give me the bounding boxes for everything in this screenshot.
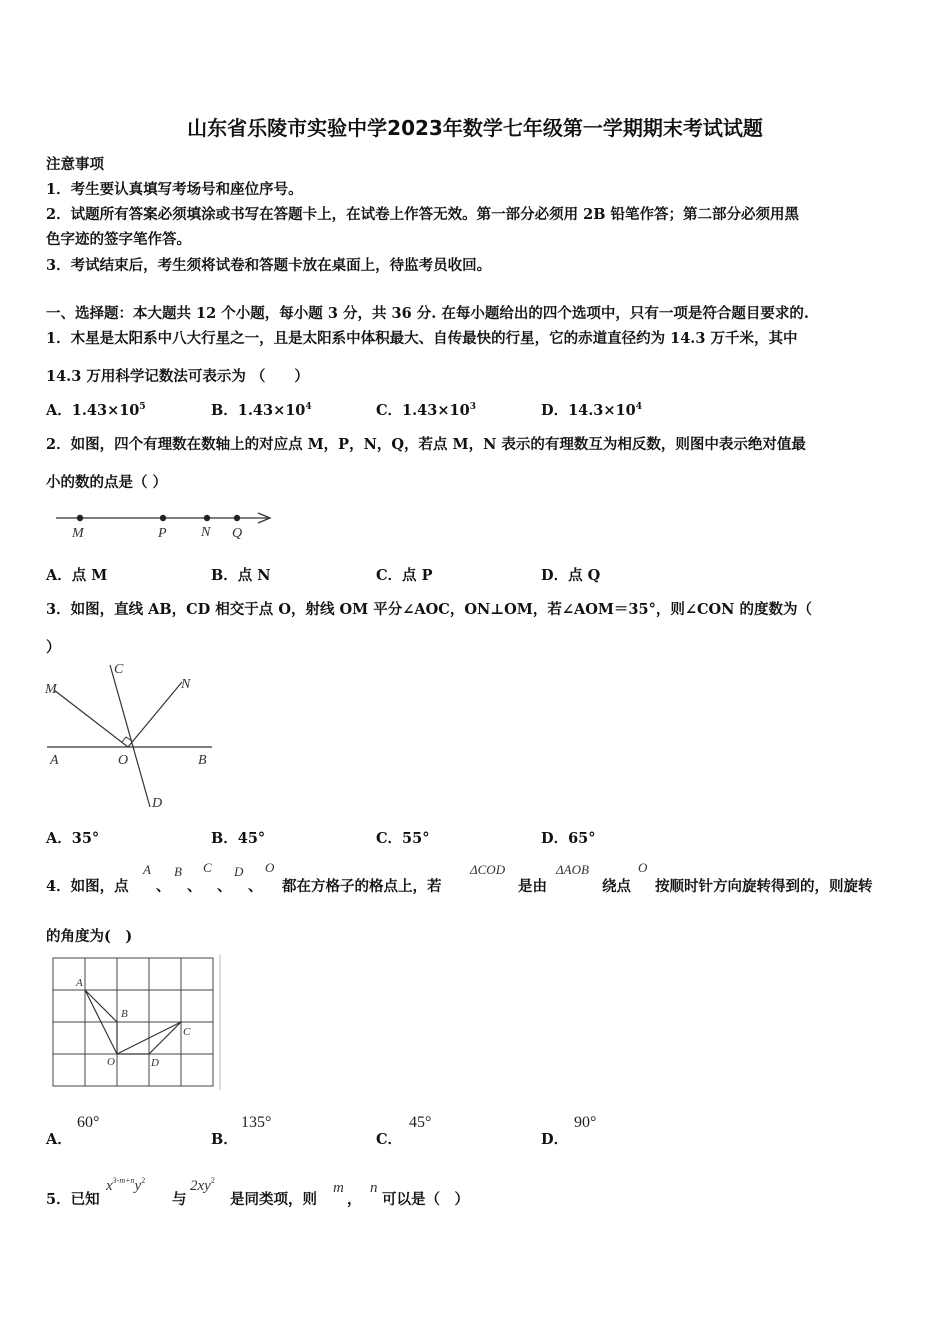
q4-option-b[interactable] <box>211 1128 238 1149</box>
q5-term1-base: x <box>106 1178 113 1194</box>
point-q-label: Q <box>232 526 243 541</box>
q4-option-d[interactable] <box>541 1128 568 1149</box>
label-m: M <box>45 682 57 697</box>
notice-item-3: 3．考试结束后，考生须将试卷和答题卡放在桌面上，待监考员收回。 <box>46 257 492 274</box>
q2-option-c[interactable]: C．点 P <box>376 567 433 584</box>
q4-option-b-value: 135° <box>241 1114 272 1131</box>
label-c: C <box>114 662 124 677</box>
point-n-label: N <box>201 525 211 540</box>
q3-option-a[interactable]: A．35° <box>46 830 100 847</box>
q3-option-c[interactable]: C．55° <box>376 830 430 847</box>
point-p-label: P <box>158 526 167 541</box>
q2-option-b[interactable]: B．点 N <box>211 567 271 584</box>
q4-point-b: B <box>174 864 182 879</box>
notice-item-2-cont: 色字迹的签字笔作答。 <box>46 231 191 248</box>
q5-prefix: 5．已知 <box>46 1191 100 1208</box>
notice-item-2: 2．试题所有答案必须填涂或书写在答题卡上，在试卷上作答无效。第一部分必须用 2B 铅笔作答；第二部分必须用黑 <box>46 206 800 223</box>
point-q-dot <box>234 515 240 521</box>
q4-triangle-cod: ΔCOD <box>470 862 506 877</box>
point-p-dot <box>160 515 166 521</box>
q5-text-mid: 是同类项，则 <box>230 1191 317 1208</box>
q1-text-line2: 14.3 万用科学记数法可表示为 （ ） <box>46 368 309 385</box>
q2-text-line1: 2．如图，四个有理数在数轴上的对应点 M，P，N，Q，若点 M，N 表示的有理数互为相反数，则图中表示绝对值最 <box>46 436 806 453</box>
q4-prefix: 4．如图，点 <box>46 878 129 895</box>
q5-term2-base: 2xy <box>190 1178 211 1194</box>
q4-option-d-value: 90° <box>574 1114 597 1131</box>
ray-on <box>128 682 182 747</box>
q4-sep-2: 、 <box>187 878 202 895</box>
q4-sep-3: 、 <box>217 878 232 895</box>
q4-point-a: A <box>143 862 151 877</box>
q3-text-line2: ） <box>46 639 61 656</box>
q1-option-b-exp: 4 <box>305 402 312 412</box>
q1-option-a-exp: 5 <box>139 402 146 412</box>
q4-option-c[interactable] <box>376 1128 402 1149</box>
q4-text-mid2: 是由 <box>518 878 547 895</box>
q5-term1-y: y <box>134 1178 142 1194</box>
q4-text-mid4: 按顺时针方向旋转得到的，则旋转 <box>655 878 873 895</box>
q3-text-line1: 3．如图，直线 AB，CD 相交于点 O，射线 OM 平分∠AOC，ON⊥OM，若∠AOM＝35°，则∠CON 的度数为（ <box>46 601 812 618</box>
q2-text-line2: 小的数的点是（ ） <box>46 474 168 491</box>
q2-option-d[interactable]: D．点 Q <box>541 567 601 584</box>
q1-option-c[interactable] <box>376 399 476 420</box>
q1-option-d[interactable] <box>541 399 642 420</box>
q1-option-a-label: A．1.43×10 <box>46 402 140 419</box>
ray-om <box>54 690 128 747</box>
q4-option-d-letter: D． <box>541 1131 569 1148</box>
q1-option-a[interactable] <box>46 399 146 420</box>
q4-point-o: O <box>265 860 275 875</box>
grid-label-a: A <box>76 977 83 989</box>
q1-option-d-exp: 4 <box>635 402 642 412</box>
q2-option-a[interactable]: A．点 M <box>46 567 108 584</box>
q4-center-o: O <box>638 860 648 875</box>
q1-option-c-label: C．1.43×10 <box>376 402 470 419</box>
q5-text-end: 可以是（ ） <box>382 1191 469 1208</box>
q4-option-a-letter: A． <box>46 1131 72 1148</box>
q4-text-line2: 的角度为( ) <box>46 928 133 945</box>
q4-option-c-letter: C． <box>376 1131 403 1148</box>
line-cd <box>110 665 150 807</box>
q4-triangle-aob: ΔAOB <box>556 862 589 877</box>
q4-option-c-value: 45° <box>409 1114 432 1131</box>
q4-grid-figure <box>48 953 228 1093</box>
q5-var-m: m <box>333 1180 344 1196</box>
point-m-label: M <box>72 526 84 541</box>
label-n: N <box>181 677 191 692</box>
q5-term1-yexp: 2 <box>141 1176 146 1185</box>
q4-sep-4: 、 <box>248 878 263 895</box>
grid-label-b: B <box>121 1008 128 1020</box>
q2-number-line-figure <box>50 505 280 545</box>
grid-label-c: C <box>183 1026 191 1038</box>
q4-option-a-value: 60° <box>77 1114 100 1131</box>
q5-conj: 与 <box>172 1191 187 1208</box>
label-b: B <box>198 753 207 768</box>
q1-option-d-label: D．14.3×10 <box>541 402 636 419</box>
q4-text-mid3: 绕点 <box>602 878 631 895</box>
label-d: D <box>152 796 163 811</box>
label-o: O <box>118 753 129 768</box>
grid-label-o: O <box>107 1056 115 1068</box>
q5-comma: ， <box>347 1191 362 1208</box>
q3-option-b[interactable]: B．45° <box>211 830 266 847</box>
point-m-dot <box>77 515 83 521</box>
q5-term1 <box>106 1176 145 1195</box>
q1-option-c-exp: 3 <box>469 402 476 412</box>
q4-text-mid1: 都在方格子的格点上，若 <box>282 878 442 895</box>
q5-term1-exp: 3-m+n <box>112 1176 135 1185</box>
q1-option-b-label: B．1.43×10 <box>211 402 306 419</box>
q4-point-d: D <box>234 864 244 879</box>
point-n-dot <box>204 515 210 521</box>
q4-option-b-letter: B． <box>211 1131 238 1148</box>
q4-sep-1: 、 <box>156 878 171 895</box>
q5-term2 <box>190 1176 215 1195</box>
section-heading: 一、选择题：本大题共 12 个小题，每小题 3 分，共 36 分. 在每小题给出的四个选项中，只有一项是符合题目要求的. <box>46 305 809 322</box>
label-a: A <box>50 753 59 768</box>
notice-item-1: 1．考生要认真填写考场号和座位序号。 <box>46 181 303 198</box>
q4-point-c: C <box>203 860 212 875</box>
page-title: 山东省乐陵市实验中学2023年数学七年级第一学期期末考试试题 <box>187 116 763 140</box>
q4-option-a[interactable] <box>46 1128 72 1149</box>
notice-heading: 注意事项 <box>46 156 104 173</box>
q5-term2-exp: 2 <box>210 1176 215 1185</box>
q5-var-n: n <box>370 1180 378 1196</box>
q1-text-line1: 1．木星是太阳系中八大行星之一，且是太阳系中体积最大、自传最快的行星，它的赤道直径约为 14.3 万千米，其中 <box>46 330 798 347</box>
q1-option-b[interactable] <box>211 399 312 420</box>
q3-angle-figure <box>42 660 222 812</box>
grid-label-d: D <box>151 1057 159 1069</box>
q3-option-d[interactable]: D．65° <box>541 830 596 847</box>
